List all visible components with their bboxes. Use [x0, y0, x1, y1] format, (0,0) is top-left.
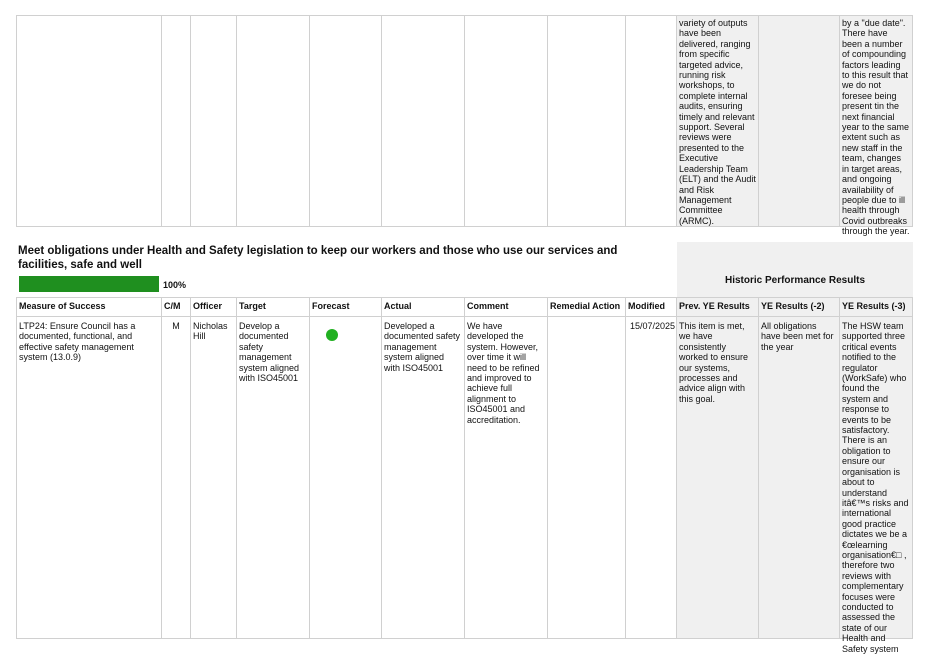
col-header-ye2: YE Results (-2)	[761, 301, 825, 311]
actual-cell: Developed a documented safety management system aligned with ISO45001	[384, 321, 461, 373]
target-cell: Develop a documented safety management system aligned with ISO45001	[239, 321, 300, 384]
remedial-cell	[548, 318, 625, 637]
progress-fill	[19, 276, 159, 292]
historic-header-bg	[677, 242, 913, 298]
officer-cell: Nicholas Hill	[193, 321, 228, 342]
col-header-measure: Measure of Success	[19, 301, 106, 311]
cm-cell: M	[172, 321, 180, 331]
col-header-comment: Comment	[467, 301, 509, 311]
modified-cell: 15/07/2025	[629, 321, 675, 331]
ye3-cell: The HSW team supported three critical events notified to the regulator (WorkSafe) who found the system and response to events to be satisfactory. There is an obligation to ensure our organisation is about to understand itâ€™s risks and international good practice dictates we be a €œlearning organisation€□ , therefore two reviews with complementary focuses were conducted to assessed the state of our Health and Safety system	[842, 321, 909, 654]
col-header-actual: Actual	[384, 301, 412, 311]
col-header-officer: Officer	[193, 301, 223, 311]
measure-cell: LTP24: Ensure Council has a documented, functional, and effective safety management system (13.0.9)	[19, 321, 136, 363]
col-header-prev-ye: Prev. YE Results	[679, 301, 750, 311]
comment-cell: We have developed the system. However, over time it will need to be refined and improved to achieve full alignment to ISO45001 and accreditation.	[467, 321, 540, 425]
col-header-forecast: Forecast	[312, 301, 350, 311]
progress-bar	[19, 276, 159, 292]
ye2-cell: All obligations have been met for the year	[761, 321, 834, 352]
historic-performance-title: Historic Performance Results	[724, 275, 866, 286]
top-prev-ye-text: variety of outputs have been delivered, ranging from specific targeted advice, running risk workshops, to complete internal audits, ensuring timely and relevant support. Several reviews were presented to the Executive Leadership Team (ELT) and the Audit and Risk Management Committee (ARMC).	[679, 18, 756, 226]
forecast-status-icon	[326, 329, 338, 341]
top-ye3-text: by a "due date". There have been a number of compounding factors leading to this result that we do not foresee being present tin the next financial year to the same extent such as new staff in the team, changes in target areas, and ongoing availability of people due to ill health through Covid outbreaks through the year.	[842, 18, 910, 237]
prev-ye-cell: This item is met, we have consistently worked to ensure our systems, processes and advice align with this goal.	[679, 321, 749, 404]
section-title: Meet obligations under Health and Safety legislation to keep our workers and those who use our services and facilities, safe and well	[18, 245, 618, 271]
progress-label: 100%	[163, 280, 187, 290]
col-header-modified: Modified	[628, 301, 665, 311]
col-header-remedial: Remedial Action	[550, 301, 621, 311]
col-header-cm: C/M	[164, 301, 181, 311]
col-header-ye3: YE Results (-3)	[842, 301, 906, 311]
col-header-target: Target	[239, 301, 266, 311]
